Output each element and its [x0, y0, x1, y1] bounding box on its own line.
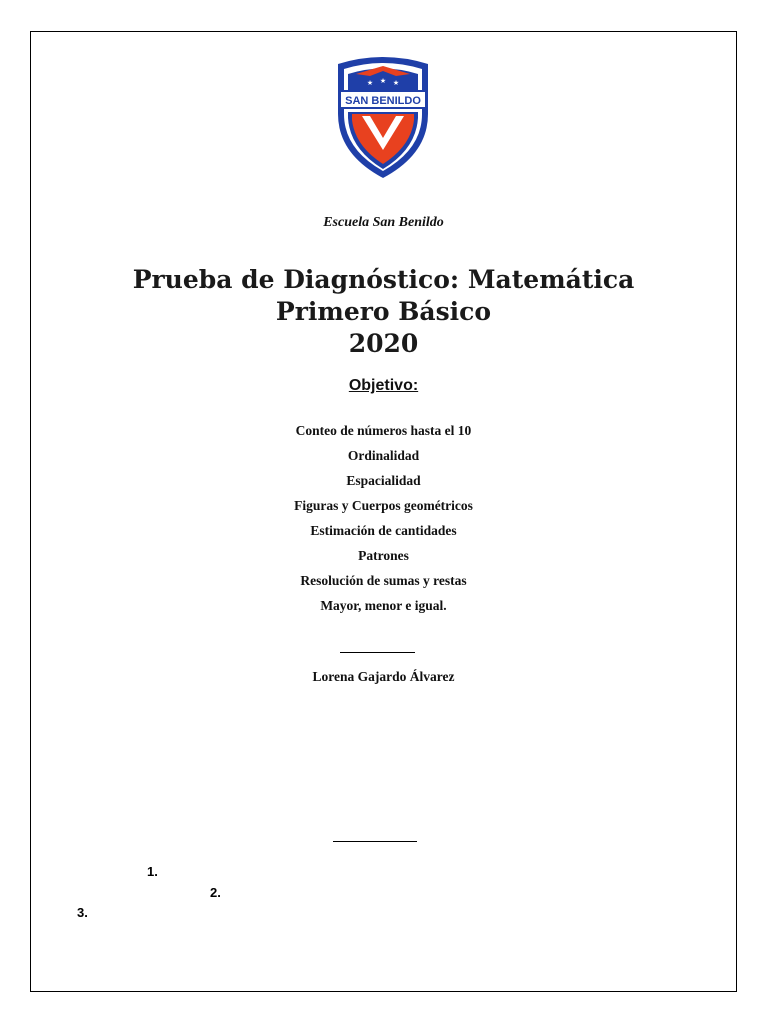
- title-line-grade: Primero Básico: [275, 297, 492, 326]
- objective-item: Estimación de cantidades: [310, 523, 457, 538]
- objective-item: Conteo de números hasta el 10: [295, 423, 472, 438]
- objective-item: Ordinalidad: [347, 448, 420, 463]
- title-line-year: 2020: [348, 329, 419, 358]
- divider-line: [340, 652, 415, 653]
- divider-line: [333, 841, 417, 842]
- page-title: [31, 264, 736, 360]
- author-name: Lorena Gajardo Álvarez: [312, 669, 455, 684]
- objective-item: Patrones: [358, 548, 409, 563]
- objective-heading: Objetivo:: [348, 377, 419, 394]
- list-number-3: 3.: [77, 905, 88, 920]
- logo-text: SAN BENILDO: [345, 95, 421, 107]
- svg-text:★: ★: [379, 77, 387, 85]
- list-number-2: 2.: [210, 885, 221, 900]
- objective-item: Espacialidad: [346, 473, 421, 488]
- objective-item: Figuras y Cuerpos geométricos: [294, 498, 473, 513]
- objective-item: Mayor, menor e igual.: [320, 598, 447, 613]
- objective-item: Resolución de sumas y restas: [300, 573, 467, 588]
- list-number-1: 1.: [147, 864, 158, 879]
- san-benildo-shield-logo: [334, 54, 432, 180]
- title-line-subject: Prueba de Diagnóstico: Matemática: [132, 265, 635, 294]
- school-name: Escuela San Benildo: [323, 215, 444, 230]
- objectives-list: [31, 418, 736, 618]
- svg-text:★: ★: [366, 79, 374, 87]
- document-page: [30, 31, 737, 992]
- svg-text:★: ★: [392, 79, 400, 87]
